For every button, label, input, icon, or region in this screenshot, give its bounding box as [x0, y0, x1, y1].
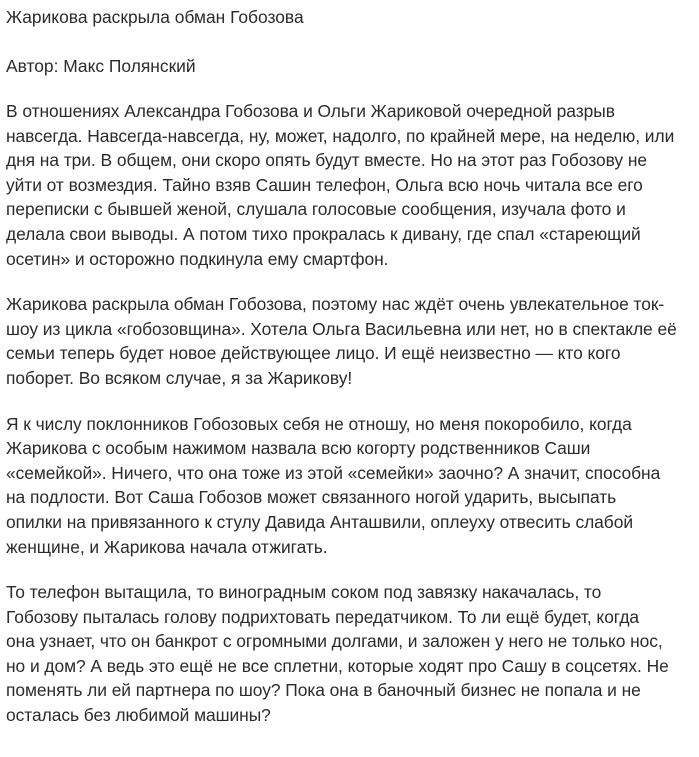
paragraph-line: Я к числу поклонников Гобозовых себя не отношу, но меня покоробило, когда [6, 413, 632, 434]
paragraph-line: но и дом? А ведь это ещё не все сплетни, которые ходят про Сашу в соцсетях. Не [6, 655, 669, 676]
paragraph-line: поменять ли ей партнера по шоу? Пока она в баночный бизнес не попала и не [6, 680, 641, 701]
paragraph-line: дня на три. В общем, они скоро опять будут вместе. Но на этот раз Гобозову не [6, 150, 648, 171]
article-author: Автор: Макс Полянский [6, 56, 196, 76]
article [6, 0, 694, 728]
paragraph-line: Гобозову пыталась голову подрихтовать передатчиком. То ли ещё будет, когда [6, 606, 640, 627]
paragraph-line: она узнает, что он банкрот с огромными долгами, и заложен у него не только нос, [6, 631, 663, 652]
article-paragraph [6, 580, 694, 728]
paragraph-line: Жарикова с особым нажимом назвала всю когорту родственников Саши [6, 438, 591, 459]
paragraph-line: делала свои выводы. А потом тихо прокралась к дивану, где спал «стареющий [6, 223, 641, 244]
paragraph-line: шоу из цикла «гобозовщина». Хотела Ольга Васильевна или нет, но в спектакле её [6, 318, 677, 339]
paragraph-line: осетин» и осторожно подкинула ему смартфон. [6, 248, 389, 269]
paragraph-line: поборет. Во всяком случае, я за Жарикову! [6, 367, 353, 388]
paragraph-line: навсегда. Навсегда-навсегда, ну, может, надолго, по крайней мере, на неделю, или [6, 125, 675, 146]
paragraph-line: на подлости. Вот Саша Гобозов может связанного ногой ударить, высыпать [6, 487, 617, 508]
article-paragraph [6, 412, 694, 560]
paragraph-line: опилки на привязанного к стулу Давида Анташвили, оплеуху отвесить слабой [6, 511, 634, 532]
paragraph-line: переписки с бывшей женой, слушала голосовые сообщения, изучала фото и [6, 199, 626, 220]
paragraph-line: «семейкой». Ничего, что она тоже из этой «семейки» заочно? А значит, способна [6, 462, 661, 483]
article-paragraph [6, 99, 694, 271]
paragraph-line: В отношениях Александра Гобозова и Ольги Жариковой очередной разрыв [6, 101, 615, 121]
paragraph-line: семьи теперь будет новое действующее лицо. И ещё неизвестно — кто кого [6, 343, 621, 364]
paragraph-line: женщине, и Жарикова начала отжигать. [6, 536, 328, 557]
paragraph-line: осталась без любимой машины? [6, 705, 271, 726]
paragraph-line: То телефон вытащила, то виноградным соком под завязку накачалась, то [6, 582, 602, 603]
article-title: Жарикова раскрыла обман Гобозова [6, 7, 304, 27]
article-paragraph [6, 292, 694, 390]
article-body [6, 99, 694, 728]
paragraph-line: Жарикова раскрыла обман Гобозова, поэтому нас ждёт очень увлекательное ток- [6, 294, 665, 315]
paragraph-line: уйти от возмездия. Тайно взяв Сашин телефон, Ольга всю ночь читала все его [6, 174, 643, 195]
